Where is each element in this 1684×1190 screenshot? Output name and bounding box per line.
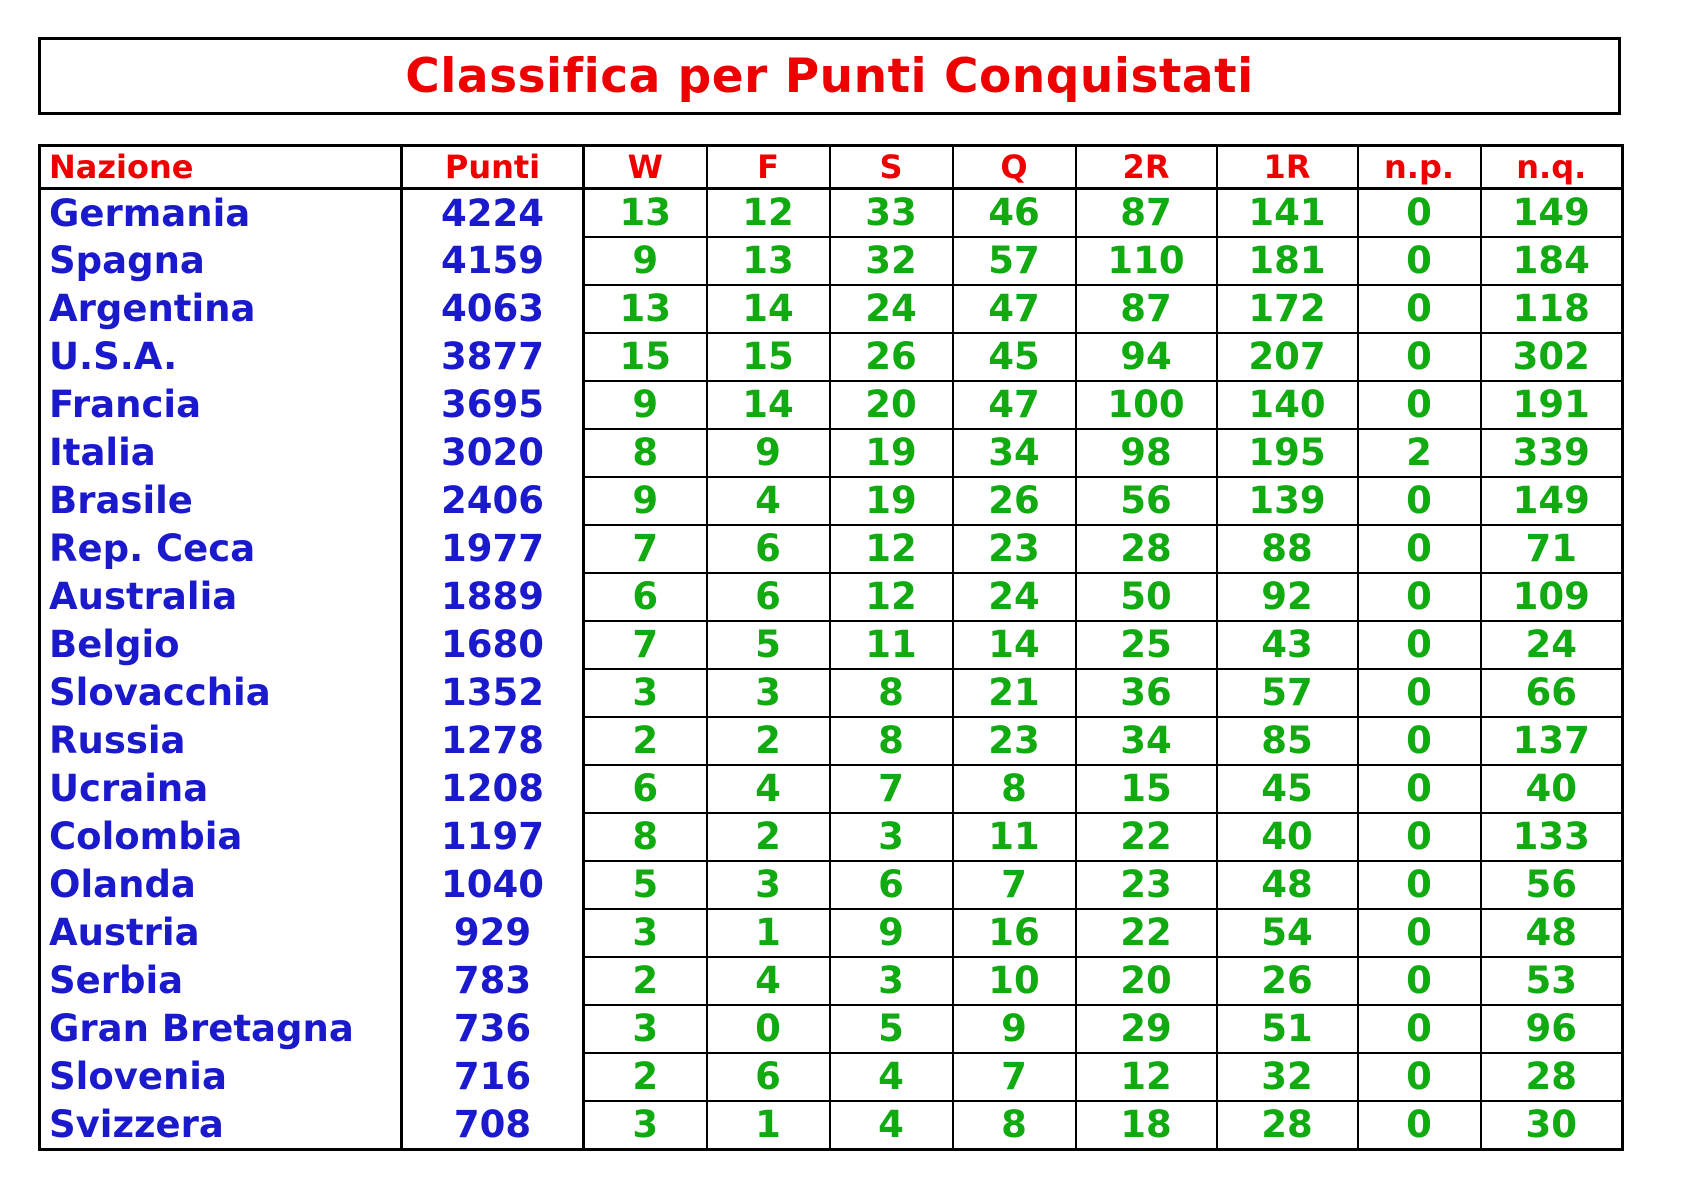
cell-2r: 20 bbox=[1076, 957, 1217, 1005]
cell-nazione: Germania bbox=[49, 191, 251, 235]
cell-nq: 137 bbox=[1481, 717, 1623, 765]
cell-2r: 15 bbox=[1076, 765, 1217, 813]
ranking-table bbox=[38, 144, 1624, 1151]
cell-1r: 85 bbox=[1217, 717, 1358, 765]
cell-q: 26 bbox=[953, 477, 1076, 525]
cell-q: 24 bbox=[953, 573, 1076, 621]
cell-np: 0 bbox=[1358, 477, 1481, 525]
cell-np: 0 bbox=[1358, 669, 1481, 717]
cell-s: 20 bbox=[830, 381, 953, 429]
cell-f: 2 bbox=[707, 813, 830, 861]
cell-np: 0 bbox=[1358, 189, 1481, 238]
cell-1r: 51 bbox=[1217, 1005, 1358, 1053]
cell-2r: 34 bbox=[1076, 717, 1217, 765]
cell-nazione: Belgio bbox=[49, 623, 180, 666]
cell-nazione: Serbia bbox=[49, 959, 184, 1002]
cell-np: 2 bbox=[1358, 429, 1481, 477]
cell-nazione: Slovenia bbox=[49, 1055, 227, 1098]
cell-w: 3 bbox=[584, 1005, 707, 1053]
cell-s: 12 bbox=[830, 525, 953, 573]
cell-1r: 207 bbox=[1217, 333, 1358, 381]
cell-nazione: Gran Bretagna bbox=[49, 1007, 354, 1050]
cell-s: 12 bbox=[830, 573, 953, 621]
cell-np: 0 bbox=[1358, 717, 1481, 765]
cell-q: 14 bbox=[953, 621, 1076, 669]
cell-s: 33 bbox=[830, 189, 953, 238]
cell-np: 0 bbox=[1358, 573, 1481, 621]
cell-1r: 43 bbox=[1217, 621, 1358, 669]
cell-2r: 100 bbox=[1076, 381, 1217, 429]
cell-w: 15 bbox=[584, 333, 707, 381]
cell-np: 0 bbox=[1358, 957, 1481, 1005]
cell-punti: 3020 bbox=[402, 429, 584, 477]
cell-nq: 339 bbox=[1481, 429, 1623, 477]
cell-1r: 28 bbox=[1217, 1101, 1358, 1150]
cell-1r: 195 bbox=[1217, 429, 1358, 477]
cell-punti: 3695 bbox=[402, 381, 584, 429]
cell-punti: 716 bbox=[402, 1053, 584, 1101]
table-row bbox=[40, 957, 1623, 1005]
cell-1r: 88 bbox=[1217, 525, 1358, 573]
cell-nq: 71 bbox=[1481, 525, 1623, 573]
cell-nazione: Argentina bbox=[49, 287, 256, 330]
title-box bbox=[38, 37, 1621, 115]
cell-f: 4 bbox=[707, 765, 830, 813]
cell-nq: 184 bbox=[1481, 237, 1623, 285]
cell-w: 2 bbox=[584, 717, 707, 765]
cell-f: 13 bbox=[707, 237, 830, 285]
ranking-body bbox=[40, 189, 1623, 1150]
cell-w: 8 bbox=[584, 813, 707, 861]
table-row bbox=[40, 237, 1623, 285]
cell-nazione: Ucraina bbox=[49, 767, 209, 810]
table-row bbox=[40, 525, 1623, 573]
header-1r: 1R bbox=[1217, 146, 1358, 189]
cell-s: 19 bbox=[830, 429, 953, 477]
cell-q: 23 bbox=[953, 717, 1076, 765]
cell-2r: 110 bbox=[1076, 237, 1217, 285]
cell-1r: 48 bbox=[1217, 861, 1358, 909]
cell-nazione: Colombia bbox=[49, 815, 243, 858]
cell-np: 0 bbox=[1358, 621, 1481, 669]
cell-1r: 54 bbox=[1217, 909, 1358, 957]
cell-punti: 4063 bbox=[402, 285, 584, 333]
cell-f: 4 bbox=[707, 477, 830, 525]
cell-q: 57 bbox=[953, 237, 1076, 285]
cell-np: 0 bbox=[1358, 285, 1481, 333]
cell-nazione: Spagna bbox=[49, 239, 205, 282]
cell-w: 6 bbox=[584, 573, 707, 621]
cell-s: 11 bbox=[830, 621, 953, 669]
cell-punti: 1680 bbox=[402, 621, 584, 669]
cell-1r: 45 bbox=[1217, 765, 1358, 813]
cell-np: 0 bbox=[1358, 1005, 1481, 1053]
cell-2r: 29 bbox=[1076, 1005, 1217, 1053]
cell-nq: 30 bbox=[1481, 1101, 1623, 1150]
cell-q: 11 bbox=[953, 813, 1076, 861]
header-nazione: Nazione bbox=[40, 146, 402, 189]
cell-2r: 22 bbox=[1076, 813, 1217, 861]
cell-2r: 22 bbox=[1076, 909, 1217, 957]
cell-1r: 26 bbox=[1217, 957, 1358, 1005]
cell-q: 47 bbox=[953, 285, 1076, 333]
cell-np: 0 bbox=[1358, 333, 1481, 381]
cell-nazione: Austria bbox=[49, 911, 200, 954]
header-w: W bbox=[584, 146, 707, 189]
cell-nazione: Italia bbox=[49, 431, 156, 474]
table-row bbox=[40, 189, 1623, 238]
cell-2r: 12 bbox=[1076, 1053, 1217, 1101]
cell-f: 0 bbox=[707, 1005, 830, 1053]
cell-punti: 1197 bbox=[402, 813, 584, 861]
cell-2r: 56 bbox=[1076, 477, 1217, 525]
cell-w: 5 bbox=[584, 861, 707, 909]
table-row bbox=[40, 717, 1623, 765]
cell-f: 3 bbox=[707, 669, 830, 717]
header-2r: 2R bbox=[1076, 146, 1217, 189]
header-s: S bbox=[830, 146, 953, 189]
cell-w: 6 bbox=[584, 765, 707, 813]
cell-w: 9 bbox=[584, 381, 707, 429]
cell-s: 19 bbox=[830, 477, 953, 525]
header-f: F bbox=[707, 146, 830, 189]
cell-punti: 4224 bbox=[402, 189, 584, 238]
cell-s: 26 bbox=[830, 333, 953, 381]
cell-punti: 1889 bbox=[402, 573, 584, 621]
cell-2r: 28 bbox=[1076, 525, 1217, 573]
cell-1r: 141 bbox=[1217, 189, 1358, 238]
table-row bbox=[40, 765, 1623, 813]
cell-nq: 48 bbox=[1481, 909, 1623, 957]
cell-f: 3 bbox=[707, 861, 830, 909]
cell-w: 3 bbox=[584, 669, 707, 717]
cell-punti: 1208 bbox=[402, 765, 584, 813]
cell-1r: 32 bbox=[1217, 1053, 1358, 1101]
cell-w: 8 bbox=[584, 429, 707, 477]
header-nq: n.q. bbox=[1481, 146, 1623, 189]
table-row bbox=[40, 669, 1623, 717]
cell-1r: 57 bbox=[1217, 669, 1358, 717]
cell-nq: 149 bbox=[1481, 189, 1623, 238]
cell-f: 6 bbox=[707, 525, 830, 573]
cell-nq: 28 bbox=[1481, 1053, 1623, 1101]
table-row bbox=[40, 1053, 1623, 1101]
table-row bbox=[40, 573, 1623, 621]
cell-s: 6 bbox=[830, 861, 953, 909]
cell-punti: 1040 bbox=[402, 861, 584, 909]
cell-f: 15 bbox=[707, 333, 830, 381]
cell-w: 2 bbox=[584, 957, 707, 1005]
cell-punti: 1352 bbox=[402, 669, 584, 717]
cell-nazione: Olanda bbox=[49, 863, 196, 906]
cell-punti: 736 bbox=[402, 1005, 584, 1053]
page-title: Classifica per Punti Conquistati bbox=[405, 48, 1254, 104]
header-punti: Punti bbox=[402, 146, 584, 189]
cell-nq: 56 bbox=[1481, 861, 1623, 909]
cell-f: 12 bbox=[707, 189, 830, 238]
cell-q: 8 bbox=[953, 1101, 1076, 1150]
cell-2r: 36 bbox=[1076, 669, 1217, 717]
cell-nazione: Francia bbox=[49, 383, 202, 426]
cell-2r: 23 bbox=[1076, 861, 1217, 909]
cell-2r: 87 bbox=[1076, 189, 1217, 238]
table-row bbox=[40, 429, 1623, 477]
cell-q: 23 bbox=[953, 525, 1076, 573]
cell-np: 0 bbox=[1358, 861, 1481, 909]
cell-nazione: U.S.A. bbox=[49, 335, 178, 378]
cell-np: 0 bbox=[1358, 765, 1481, 813]
cell-q: 46 bbox=[953, 189, 1076, 238]
table-row bbox=[40, 285, 1623, 333]
cell-s: 7 bbox=[830, 765, 953, 813]
cell-s: 3 bbox=[830, 957, 953, 1005]
cell-w: 2 bbox=[584, 1053, 707, 1101]
cell-s: 5 bbox=[830, 1005, 953, 1053]
cell-1r: 40 bbox=[1217, 813, 1358, 861]
cell-punti: 2406 bbox=[402, 477, 584, 525]
cell-nazione: Rep. Ceca bbox=[49, 527, 256, 570]
cell-2r: 25 bbox=[1076, 621, 1217, 669]
cell-np: 0 bbox=[1358, 1053, 1481, 1101]
table-row bbox=[40, 909, 1623, 957]
cell-f: 1 bbox=[707, 1101, 830, 1150]
cell-punti: 4159 bbox=[402, 237, 584, 285]
cell-w: 7 bbox=[584, 525, 707, 573]
cell-punti: 1278 bbox=[402, 717, 584, 765]
cell-punti: 1977 bbox=[402, 525, 584, 573]
cell-2r: 87 bbox=[1076, 285, 1217, 333]
cell-q: 7 bbox=[953, 1053, 1076, 1101]
table-row bbox=[40, 477, 1623, 525]
table-row bbox=[40, 1101, 1623, 1150]
cell-q: 47 bbox=[953, 381, 1076, 429]
table-row bbox=[40, 381, 1623, 429]
cell-nazione: Brasile bbox=[49, 479, 193, 522]
cell-f: 4 bbox=[707, 957, 830, 1005]
cell-s: 8 bbox=[830, 717, 953, 765]
cell-1r: 181 bbox=[1217, 237, 1358, 285]
cell-q: 9 bbox=[953, 1005, 1076, 1053]
cell-s: 24 bbox=[830, 285, 953, 333]
cell-s: 8 bbox=[830, 669, 953, 717]
cell-np: 0 bbox=[1358, 1101, 1481, 1150]
cell-nq: 302 bbox=[1481, 333, 1623, 381]
cell-nazione: Slovacchia bbox=[49, 671, 271, 714]
cell-f: 14 bbox=[707, 285, 830, 333]
cell-f: 2 bbox=[707, 717, 830, 765]
cell-punti: 929 bbox=[402, 909, 584, 957]
cell-nq: 149 bbox=[1481, 477, 1623, 525]
cell-nazione: Svizzera bbox=[49, 1102, 224, 1146]
cell-nq: 40 bbox=[1481, 765, 1623, 813]
cell-nq: 53 bbox=[1481, 957, 1623, 1005]
cell-nq: 118 bbox=[1481, 285, 1623, 333]
cell-nq: 24 bbox=[1481, 621, 1623, 669]
cell-np: 0 bbox=[1358, 237, 1481, 285]
cell-punti: 3877 bbox=[402, 333, 584, 381]
cell-2r: 50 bbox=[1076, 573, 1217, 621]
cell-s: 4 bbox=[830, 1101, 953, 1150]
cell-np: 0 bbox=[1358, 525, 1481, 573]
cell-1r: 92 bbox=[1217, 573, 1358, 621]
cell-np: 0 bbox=[1358, 381, 1481, 429]
cell-f: 9 bbox=[707, 429, 830, 477]
cell-2r: 18 bbox=[1076, 1101, 1217, 1150]
cell-nq: 191 bbox=[1481, 381, 1623, 429]
cell-punti: 783 bbox=[402, 957, 584, 1005]
table-row bbox=[40, 1005, 1623, 1053]
cell-nq: 96 bbox=[1481, 1005, 1623, 1053]
header-row bbox=[40, 146, 1623, 189]
table-row bbox=[40, 861, 1623, 909]
cell-q: 21 bbox=[953, 669, 1076, 717]
cell-q: 45 bbox=[953, 333, 1076, 381]
cell-f: 6 bbox=[707, 573, 830, 621]
cell-w: 9 bbox=[584, 477, 707, 525]
table-row bbox=[40, 621, 1623, 669]
cell-nq: 109 bbox=[1481, 573, 1623, 621]
cell-np: 0 bbox=[1358, 813, 1481, 861]
cell-f: 5 bbox=[707, 621, 830, 669]
cell-nq: 133 bbox=[1481, 813, 1623, 861]
table-row bbox=[40, 333, 1623, 381]
cell-w: 13 bbox=[584, 285, 707, 333]
cell-q: 34 bbox=[953, 429, 1076, 477]
cell-w: 3 bbox=[584, 1101, 707, 1150]
cell-w: 7 bbox=[584, 621, 707, 669]
cell-f: 1 bbox=[707, 909, 830, 957]
cell-nazione: Australia bbox=[49, 575, 238, 618]
cell-q: 8 bbox=[953, 765, 1076, 813]
cell-f: 6 bbox=[707, 1053, 830, 1101]
cell-s: 3 bbox=[830, 813, 953, 861]
cell-q: 10 bbox=[953, 957, 1076, 1005]
cell-s: 9 bbox=[830, 909, 953, 957]
cell-nazione: Russia bbox=[49, 719, 186, 762]
cell-punti: 708 bbox=[402, 1101, 584, 1150]
cell-s: 4 bbox=[830, 1053, 953, 1101]
cell-np: 0 bbox=[1358, 909, 1481, 957]
cell-1r: 172 bbox=[1217, 285, 1358, 333]
cell-1r: 139 bbox=[1217, 477, 1358, 525]
cell-q: 7 bbox=[953, 861, 1076, 909]
cell-q: 16 bbox=[953, 909, 1076, 957]
cell-2r: 94 bbox=[1076, 333, 1217, 381]
table-row bbox=[40, 813, 1623, 861]
header-q: Q bbox=[953, 146, 1076, 189]
cell-s: 32 bbox=[830, 237, 953, 285]
cell-w: 13 bbox=[584, 189, 707, 238]
cell-nq: 66 bbox=[1481, 669, 1623, 717]
cell-w: 3 bbox=[584, 909, 707, 957]
cell-2r: 98 bbox=[1076, 429, 1217, 477]
cell-1r: 140 bbox=[1217, 381, 1358, 429]
header-np: n.p. bbox=[1358, 146, 1481, 189]
cell-f: 14 bbox=[707, 381, 830, 429]
cell-w: 9 bbox=[584, 237, 707, 285]
